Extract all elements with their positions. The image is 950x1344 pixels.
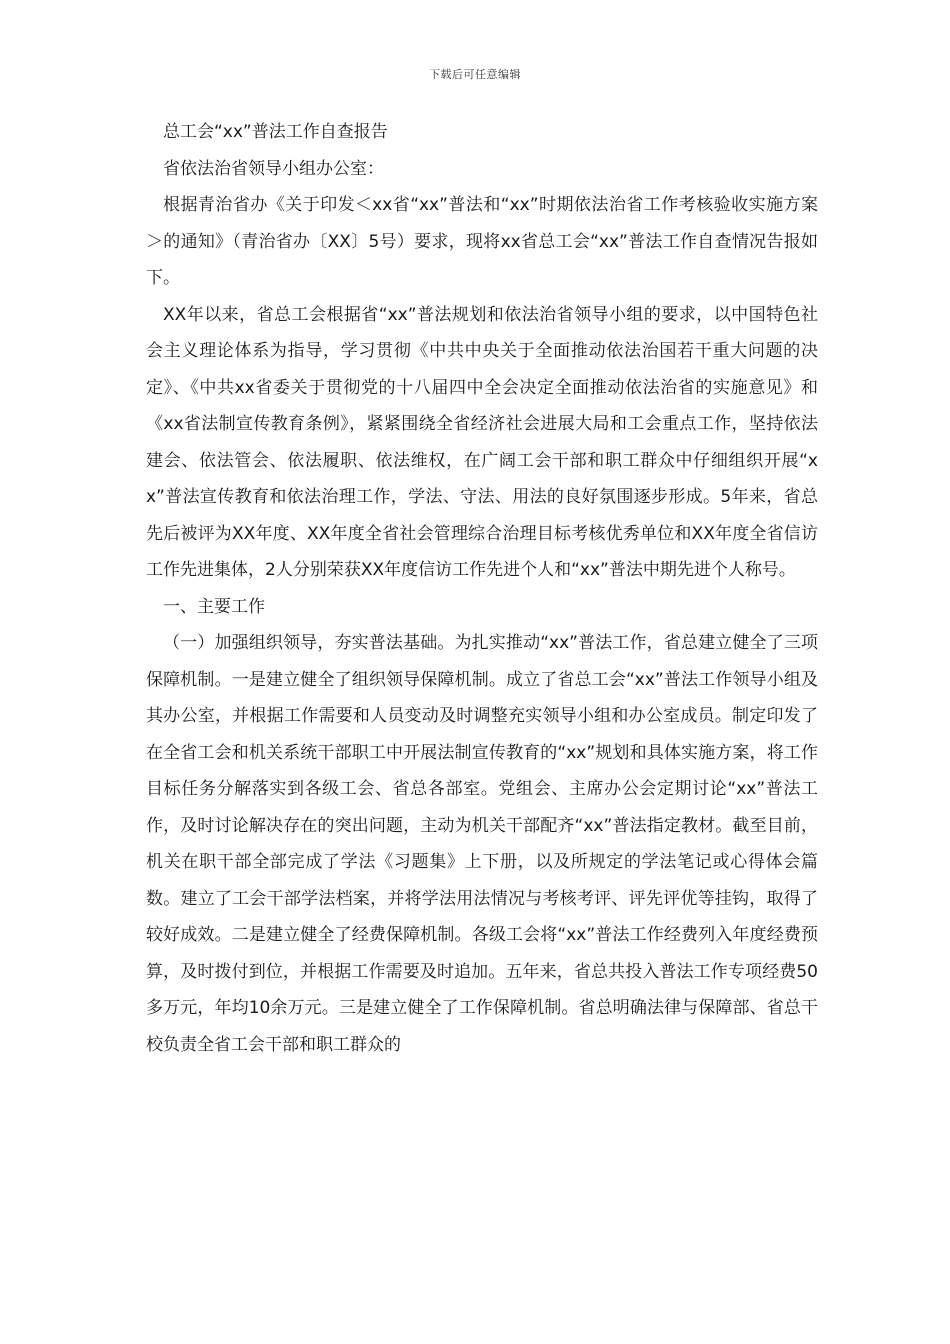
document-title: 总工会“xx”普法工作自查报告 [163,122,388,142]
document-body [146,114,818,1063]
document-recipient: 省依法治省领导小组办公室： [163,158,384,179]
page-header-note: 下载后可任意编辑 [429,68,521,81]
paragraph-2: XX年以来，省总工会根据省“xx”普法规划和依法治省领导小组的要求，以中国特色社会主义理论体系为指导，学习贯彻《中共中央关于全面推动依法治国若干重大问题的决定》、《中共xx省委关于贯彻党的十八届四中全会决定全面推动依法治省的实施意见》和《xx省法制宣传教育条例》，紧紧围绕全省经济社会进展大局和工会重点工作，坚持依法建会、依法管会、依法履职、依法维权，在广阔工会干部和职工群众中仔细组织开展“xx”普法宣传教育和依法治理工作，学法、守法、用法的良好氛围逐步形成。5年来，省总先后被评为XX年度、XX年度全省社会管理综合治理目标考核优秀单位和XX年度全省信访工作先进集体，2人分别荣获XX年度信访工作先进个人和“xx”普法中期先进个人称号。 [146,304,818,580]
section-heading: 一、主要工作 [163,596,265,617]
section-paragraph: （一）加强组织领导，夯实普法基础。为扎实推动“xx”普法工作，省总建立健全了三项保障机制。一是建立健全了组织领导保障机制。成立了省总工会“xx”普法工作领导小组及其办公室，并根据工作需要和人员变动及时调整充实领导小组和办公室成员。制定印发了在全省工会和机关系统干部职工中开展法制宣传教育的“xx”规划和具体实施方案，将工作目标任务分解落实到各级工会、省总各部室。党组会、主席办公会定期讨论“xx”普法工作，及时讨论解决存在的突出问题，主动为机关干部配齐“xx”普法指定教材。截至目前，机关在职干部全部完成了学法《习题集》上下册，以及所规定的学法笔记或心得体会篇数。建立了工会干部学法档案，并将学法用法情况与考核考评、评先评优等挂钩，取得了较好成效。二是建立健全了经费保障机制。各级工会将“xx”普法工作经费列入年度经费预算，及时拨付到位，并根据工作需要及时追加。五年来，省总共投入普法工作专项经费50多万元，年均10余万元。三是建立健全了工作保障机制。省总明确法律与保障部、省总干校负责全省工会干部和职工群众的 [146,633,818,1055]
paragraph-1: 根据青治省办《关于印发＜xx省“xx”普法和“xx”时期依法治省工作考核验收实施方案＞的通知》（青治省办〔XX〕5号）要求，现将xx省总工会“xx”普法工作自查情况告报如下。 [146,195,818,288]
